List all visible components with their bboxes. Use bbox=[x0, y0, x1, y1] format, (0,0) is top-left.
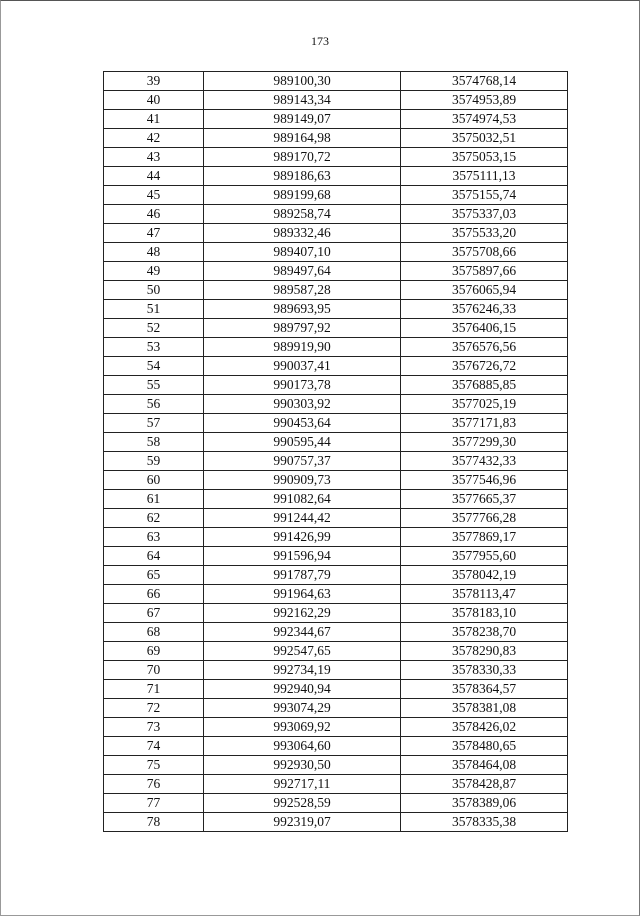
y-coordinate-cell: 3578480,65 bbox=[401, 737, 568, 756]
point-number-cell: 54 bbox=[104, 357, 204, 376]
point-number-cell: 74 bbox=[104, 737, 204, 756]
table-row bbox=[104, 756, 568, 775]
x-coordinate-cell: 992319,07 bbox=[204, 813, 401, 832]
y-coordinate-cell: 3575032,51 bbox=[401, 129, 568, 148]
point-number-cell: 69 bbox=[104, 642, 204, 661]
x-coordinate-cell: 989199,68 bbox=[204, 186, 401, 205]
y-coordinate-cell: 3577869,17 bbox=[401, 528, 568, 547]
table-row bbox=[104, 167, 568, 186]
y-coordinate-cell: 3577766,28 bbox=[401, 509, 568, 528]
point-number-cell: 39 bbox=[104, 72, 204, 91]
point-number-cell: 50 bbox=[104, 281, 204, 300]
y-coordinate-cell: 3578364,57 bbox=[401, 680, 568, 699]
point-number-cell: 44 bbox=[104, 167, 204, 186]
point-number-cell: 63 bbox=[104, 528, 204, 547]
table-row bbox=[104, 205, 568, 224]
x-coordinate-cell: 992547,65 bbox=[204, 642, 401, 661]
coordinates-table bbox=[103, 71, 568, 832]
y-coordinate-cell: 3577299,30 bbox=[401, 433, 568, 452]
point-number-cell: 77 bbox=[104, 794, 204, 813]
x-coordinate-cell: 992940,94 bbox=[204, 680, 401, 699]
x-coordinate-cell: 991082,64 bbox=[204, 490, 401, 509]
x-coordinate-cell: 990037,41 bbox=[204, 357, 401, 376]
y-coordinate-cell: 3578113,47 bbox=[401, 585, 568, 604]
point-number-cell: 68 bbox=[104, 623, 204, 642]
y-coordinate-cell: 3576065,94 bbox=[401, 281, 568, 300]
table-row bbox=[104, 376, 568, 395]
point-number-cell: 46 bbox=[104, 205, 204, 224]
x-coordinate-cell: 989332,46 bbox=[204, 224, 401, 243]
point-number-cell: 43 bbox=[104, 148, 204, 167]
point-number-cell: 42 bbox=[104, 129, 204, 148]
point-number-cell: 53 bbox=[104, 338, 204, 357]
y-coordinate-cell: 3578290,83 bbox=[401, 642, 568, 661]
point-number-cell: 57 bbox=[104, 414, 204, 433]
table-row bbox=[104, 300, 568, 319]
y-coordinate-cell: 3574974,53 bbox=[401, 110, 568, 129]
table-row bbox=[104, 72, 568, 91]
y-coordinate-cell: 3574768,14 bbox=[401, 72, 568, 91]
x-coordinate-cell: 991244,42 bbox=[204, 509, 401, 528]
x-coordinate-cell: 990453,64 bbox=[204, 414, 401, 433]
point-number-cell: 66 bbox=[104, 585, 204, 604]
table-row bbox=[104, 243, 568, 262]
x-coordinate-cell: 992162,29 bbox=[204, 604, 401, 623]
y-coordinate-cell: 3578238,70 bbox=[401, 623, 568, 642]
y-coordinate-cell: 3577432,33 bbox=[401, 452, 568, 471]
table-row bbox=[104, 433, 568, 452]
page-number: 173 bbox=[311, 34, 329, 48]
table-row bbox=[104, 509, 568, 528]
y-coordinate-cell: 3575111,13 bbox=[401, 167, 568, 186]
table-row bbox=[104, 148, 568, 167]
table-row bbox=[104, 224, 568, 243]
y-coordinate-cell: 3575708,66 bbox=[401, 243, 568, 262]
y-coordinate-cell: 3577955,60 bbox=[401, 547, 568, 566]
point-number-cell: 45 bbox=[104, 186, 204, 205]
point-number-cell: 60 bbox=[104, 471, 204, 490]
table-row bbox=[104, 319, 568, 338]
x-coordinate-cell: 989693,95 bbox=[204, 300, 401, 319]
y-coordinate-cell: 3578183,10 bbox=[401, 604, 568, 623]
y-coordinate-cell: 3576246,33 bbox=[401, 300, 568, 319]
x-coordinate-cell: 992717,11 bbox=[204, 775, 401, 794]
y-coordinate-cell: 3576406,15 bbox=[401, 319, 568, 338]
table-row bbox=[104, 718, 568, 737]
table-row bbox=[104, 775, 568, 794]
table-row bbox=[104, 661, 568, 680]
table-row bbox=[104, 737, 568, 756]
table-row bbox=[104, 699, 568, 718]
table-row bbox=[104, 623, 568, 642]
point-number-cell: 78 bbox=[104, 813, 204, 832]
x-coordinate-cell: 993069,92 bbox=[204, 718, 401, 737]
table-row bbox=[104, 91, 568, 110]
y-coordinate-cell: 3577665,37 bbox=[401, 490, 568, 509]
x-coordinate-cell: 990303,92 bbox=[204, 395, 401, 414]
x-coordinate-cell: 992930,50 bbox=[204, 756, 401, 775]
x-coordinate-cell: 991596,94 bbox=[204, 547, 401, 566]
y-coordinate-cell: 3576576,56 bbox=[401, 338, 568, 357]
table-row bbox=[104, 186, 568, 205]
y-coordinate-cell: 3574953,89 bbox=[401, 91, 568, 110]
point-number-cell: 59 bbox=[104, 452, 204, 471]
table-row bbox=[104, 547, 568, 566]
x-coordinate-cell: 989164,98 bbox=[204, 129, 401, 148]
y-coordinate-cell: 3578042,19 bbox=[401, 566, 568, 585]
table-row bbox=[104, 452, 568, 471]
point-number-cell: 64 bbox=[104, 547, 204, 566]
y-coordinate-cell: 3578464,08 bbox=[401, 756, 568, 775]
y-coordinate-cell: 3575897,66 bbox=[401, 262, 568, 281]
point-number-cell: 62 bbox=[104, 509, 204, 528]
table-row bbox=[104, 281, 568, 300]
x-coordinate-cell: 989258,74 bbox=[204, 205, 401, 224]
table-row bbox=[104, 604, 568, 623]
table-row bbox=[104, 528, 568, 547]
x-coordinate-cell: 989919,90 bbox=[204, 338, 401, 357]
point-number-cell: 76 bbox=[104, 775, 204, 794]
point-number-cell: 61 bbox=[104, 490, 204, 509]
y-coordinate-cell: 3575533,20 bbox=[401, 224, 568, 243]
table-row bbox=[104, 471, 568, 490]
table-row bbox=[104, 585, 568, 604]
x-coordinate-cell: 989797,92 bbox=[204, 319, 401, 338]
x-coordinate-cell: 990595,44 bbox=[204, 433, 401, 452]
y-coordinate-cell: 3575155,74 bbox=[401, 186, 568, 205]
x-coordinate-cell: 990173,78 bbox=[204, 376, 401, 395]
table-row bbox=[104, 110, 568, 129]
point-number-cell: 65 bbox=[104, 566, 204, 585]
table-row bbox=[104, 566, 568, 585]
table-row bbox=[104, 794, 568, 813]
y-coordinate-cell: 3578330,33 bbox=[401, 661, 568, 680]
x-coordinate-cell: 990757,37 bbox=[204, 452, 401, 471]
point-number-cell: 47 bbox=[104, 224, 204, 243]
x-coordinate-cell: 991787,79 bbox=[204, 566, 401, 585]
point-number-cell: 70 bbox=[104, 661, 204, 680]
point-number-cell: 58 bbox=[104, 433, 204, 452]
x-coordinate-cell: 989170,72 bbox=[204, 148, 401, 167]
table-row bbox=[104, 395, 568, 414]
table-row bbox=[104, 338, 568, 357]
point-number-cell: 55 bbox=[104, 376, 204, 395]
y-coordinate-cell: 3575053,15 bbox=[401, 148, 568, 167]
table-row bbox=[104, 129, 568, 148]
x-coordinate-cell: 991426,99 bbox=[204, 528, 401, 547]
x-coordinate-cell: 989587,28 bbox=[204, 281, 401, 300]
table-row bbox=[104, 642, 568, 661]
x-coordinate-cell: 993064,60 bbox=[204, 737, 401, 756]
point-number-cell: 52 bbox=[104, 319, 204, 338]
x-coordinate-cell: 992734,19 bbox=[204, 661, 401, 680]
x-coordinate-cell: 989186,63 bbox=[204, 167, 401, 186]
table-row bbox=[104, 490, 568, 509]
point-number-cell: 72 bbox=[104, 699, 204, 718]
y-coordinate-cell: 3577546,96 bbox=[401, 471, 568, 490]
coordinates-table-body bbox=[104, 72, 568, 832]
table-row bbox=[104, 262, 568, 281]
point-number-cell: 67 bbox=[104, 604, 204, 623]
x-coordinate-cell: 989100,30 bbox=[204, 72, 401, 91]
x-coordinate-cell: 989143,34 bbox=[204, 91, 401, 110]
x-coordinate-cell: 991964,63 bbox=[204, 585, 401, 604]
y-coordinate-cell: 3578381,08 bbox=[401, 699, 568, 718]
y-coordinate-cell: 3578389,06 bbox=[401, 794, 568, 813]
point-number-cell: 56 bbox=[104, 395, 204, 414]
y-coordinate-cell: 3575337,03 bbox=[401, 205, 568, 224]
point-number-cell: 73 bbox=[104, 718, 204, 737]
point-number-cell: 71 bbox=[104, 680, 204, 699]
point-number-cell: 40 bbox=[104, 91, 204, 110]
x-coordinate-cell: 989407,10 bbox=[204, 243, 401, 262]
point-number-cell: 51 bbox=[104, 300, 204, 319]
y-coordinate-cell: 3578335,38 bbox=[401, 813, 568, 832]
point-number-cell: 49 bbox=[104, 262, 204, 281]
y-coordinate-cell: 3578428,87 bbox=[401, 775, 568, 794]
table-row bbox=[104, 680, 568, 699]
x-coordinate-cell: 993074,29 bbox=[204, 699, 401, 718]
x-coordinate-cell: 992528,59 bbox=[204, 794, 401, 813]
y-coordinate-cell: 3578426,02 bbox=[401, 718, 568, 737]
y-coordinate-cell: 3576885,85 bbox=[401, 376, 568, 395]
y-coordinate-cell: 3577171,83 bbox=[401, 414, 568, 433]
y-coordinate-cell: 3576726,72 bbox=[401, 357, 568, 376]
x-coordinate-cell: 989497,64 bbox=[204, 262, 401, 281]
table-row bbox=[104, 414, 568, 433]
point-number-cell: 75 bbox=[104, 756, 204, 775]
table-row bbox=[104, 357, 568, 376]
point-number-cell: 48 bbox=[104, 243, 204, 262]
x-coordinate-cell: 989149,07 bbox=[204, 110, 401, 129]
table-row bbox=[104, 813, 568, 832]
x-coordinate-cell: 992344,67 bbox=[204, 623, 401, 642]
x-coordinate-cell: 990909,73 bbox=[204, 471, 401, 490]
y-coordinate-cell: 3577025,19 bbox=[401, 395, 568, 414]
point-number-cell: 41 bbox=[104, 110, 204, 129]
